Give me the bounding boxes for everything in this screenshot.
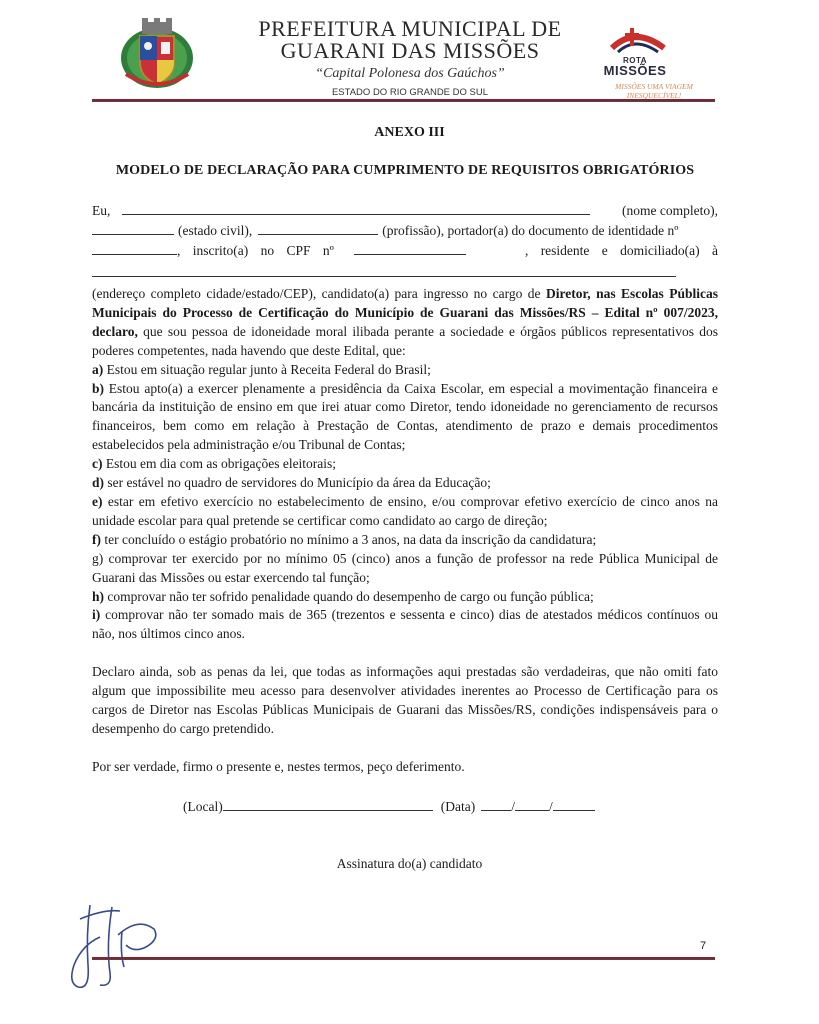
model-title: MODELO DE DECLARAÇÃO PARA CUMPRIMENTO DE REQUISITOS OBRIGATÓRIOS	[115, 163, 695, 178]
item-label: g)	[92, 550, 104, 566]
item-label: e)	[92, 493, 103, 509]
item-label: a)	[92, 361, 104, 377]
requirement-item-a	[92, 361, 718, 380]
item-text: ser estável no quadro de servidores do Município da área da Educação;	[104, 475, 491, 491]
header-state: ESTADO DO RIO GRANDE DO SUL	[331, 87, 489, 98]
header-divider	[92, 99, 715, 102]
item-label: f)	[92, 531, 101, 547]
rota-logo-big-text: MISSÕES	[603, 63, 667, 78]
form-cpf-label: , inscrito(a) no CPF nº	[177, 243, 334, 258]
item-text: estar em efetivo exercício no estabelecimento de ensino, e/ou comprovar efetivo exercício de cinco anos na unidade escolar para qual pretende se certificar como candidato ao cargo de direção;	[92, 493, 718, 528]
form-name-label: (nome completo),	[622, 203, 718, 218]
paragraph-intro	[92, 285, 718, 361]
municipal-crest-icon	[118, 14, 196, 92]
item-text: Estou apto(a) a exercer plenamente a presidência da Caixa Escolar, em especial a movimentação financeira e bancária da instituição de ensino em que irei atuar como Diretor, tendo idoneidade no gerenciamento de recursos financeiros, bem como em relação à Prestação de Contas, atendimento de prazo e demais procedimentos estabelecidos pela administração e/ou Tribunal de Contas;	[92, 380, 718, 453]
profession-blank-field[interactable]	[258, 220, 378, 235]
item-label: d)	[92, 475, 105, 491]
header-slogan: “Capital Polonesa dos Gaúchos”	[315, 66, 505, 81]
rota-logo-tagline2: INESQUECÍVEL!	[626, 91, 682, 100]
paragraph-closing: Por ser verdade, firmo o presente e, nestes termos, peço deferimento.	[92, 758, 465, 774]
item-label: h)	[92, 588, 105, 604]
declaration-body	[92, 285, 718, 777]
item-text: Estou em dia com as obrigações eleitorais;	[102, 456, 337, 472]
handwritten-signature-icon	[60, 895, 170, 995]
requirement-item-b	[92, 380, 718, 456]
page-number: 7	[700, 940, 707, 952]
signature-caption: Assinatura do(a) candidato	[336, 856, 483, 871]
form-eu-label: Eu,	[92, 203, 111, 218]
item-text: ter concluído o estágio probatório no mínimo a 3 anos, na data da inscrição da candidatura;	[101, 531, 597, 547]
requirement-item-h	[92, 588, 718, 607]
item-text: comprovar não ter sofrido penalidade quando do desempenho de cargo ou função pública;	[104, 588, 594, 604]
civil-status-blank-field[interactable]	[92, 220, 174, 235]
annex-title: ANEXO III	[374, 125, 445, 140]
requirement-item-e	[92, 493, 718, 531]
date-month-field[interactable]	[515, 796, 549, 811]
requirement-item-i	[92, 606, 718, 644]
item-text: comprovar não ter somado mais de 365 (trezentos e sessenta e cinco) dias de atestados médicos contínuos ou não, nos últimos cinco anos.	[92, 607, 718, 642]
intro-bold-text: Diretor, nas Escolas Públicas Municipais do Processo de Certificação do Município de Guarani das Missões/RS – Edital nº 007/2023, declaro,	[92, 286, 718, 339]
date-separator: /	[511, 799, 515, 814]
local-date-row	[183, 796, 595, 815]
item-text: Estou em situação regular junto à Receita Federal do Brasil;	[103, 361, 431, 377]
date-label: (Data)	[440, 799, 476, 814]
rota-logo-tagline1: MISSÕES UMA VIAGEM	[615, 82, 693, 91]
form-profession-label: (profissão), portador(a) do documento de identidade nº	[382, 223, 679, 238]
requirement-item-d	[92, 474, 718, 493]
local-label: (Local)	[183, 799, 223, 814]
form-line-4	[92, 262, 718, 282]
form-line-2	[92, 220, 718, 240]
form-line-1	[92, 200, 718, 220]
form-residence-label: , residente e domiciliado(a) à	[524, 243, 718, 258]
item-label: c)	[92, 456, 103, 472]
requirement-item-f	[92, 531, 718, 550]
footer-divider	[92, 957, 715, 960]
intro-text: (endereço completo cidade/estado/CEP), candidato(a) para ingresso no cargo de	[92, 286, 546, 301]
intro-end-text: que sou pessoa de idoneidade moral ilibada perante a sociedade e órgãos públicos representativos dos poderes competentes, nada havendo que deste Edital, que:	[92, 323, 718, 358]
address-blank-field[interactable]	[92, 262, 676, 277]
date-day-field[interactable]	[481, 796, 511, 811]
requirement-item-g	[92, 550, 718, 588]
item-text: comprovar ter exercido por no mínimo 05 (cinco) anos a função de professor na rede Pública Municipal de Guarani das Missões ou estar exercendo tal função;	[92, 550, 718, 585]
date-separator: /	[548, 799, 553, 814]
header-title-line2: GUARANI DAS MISSÕES	[280, 38, 540, 63]
local-blank-field[interactable]	[223, 796, 433, 811]
rota-logo-small-text: ROTA	[622, 56, 648, 65]
item-label: i)	[92, 607, 101, 623]
item-label: b)	[92, 380, 105, 396]
identity-blank-field[interactable]	[92, 240, 177, 255]
name-blank-field[interactable]	[122, 200, 590, 215]
paragraph-declaration: Declaro ainda, sob as penas da lei, que todas as informações aqui prestadas são verdadeiras, que não omiti fato algum que impossibilite meu acesso para desenvolver atividades inerentes ao Processo de Certificação para os cargos de Diretor nas Escolas Públicas Municipais de Guarani das Missões/RS, condições indispensáveis para o desempenho do cargo pretendido.	[92, 664, 718, 736]
cpf-blank-field[interactable]	[354, 240, 466, 255]
header-title-line1: PREFEITURA MUNICIPAL DE	[258, 16, 562, 41]
form-line-3	[92, 240, 718, 260]
requirement-item-c	[92, 455, 718, 474]
form-civil-status-label: (estado civil),	[178, 223, 253, 238]
date-year-field[interactable]	[553, 796, 595, 811]
